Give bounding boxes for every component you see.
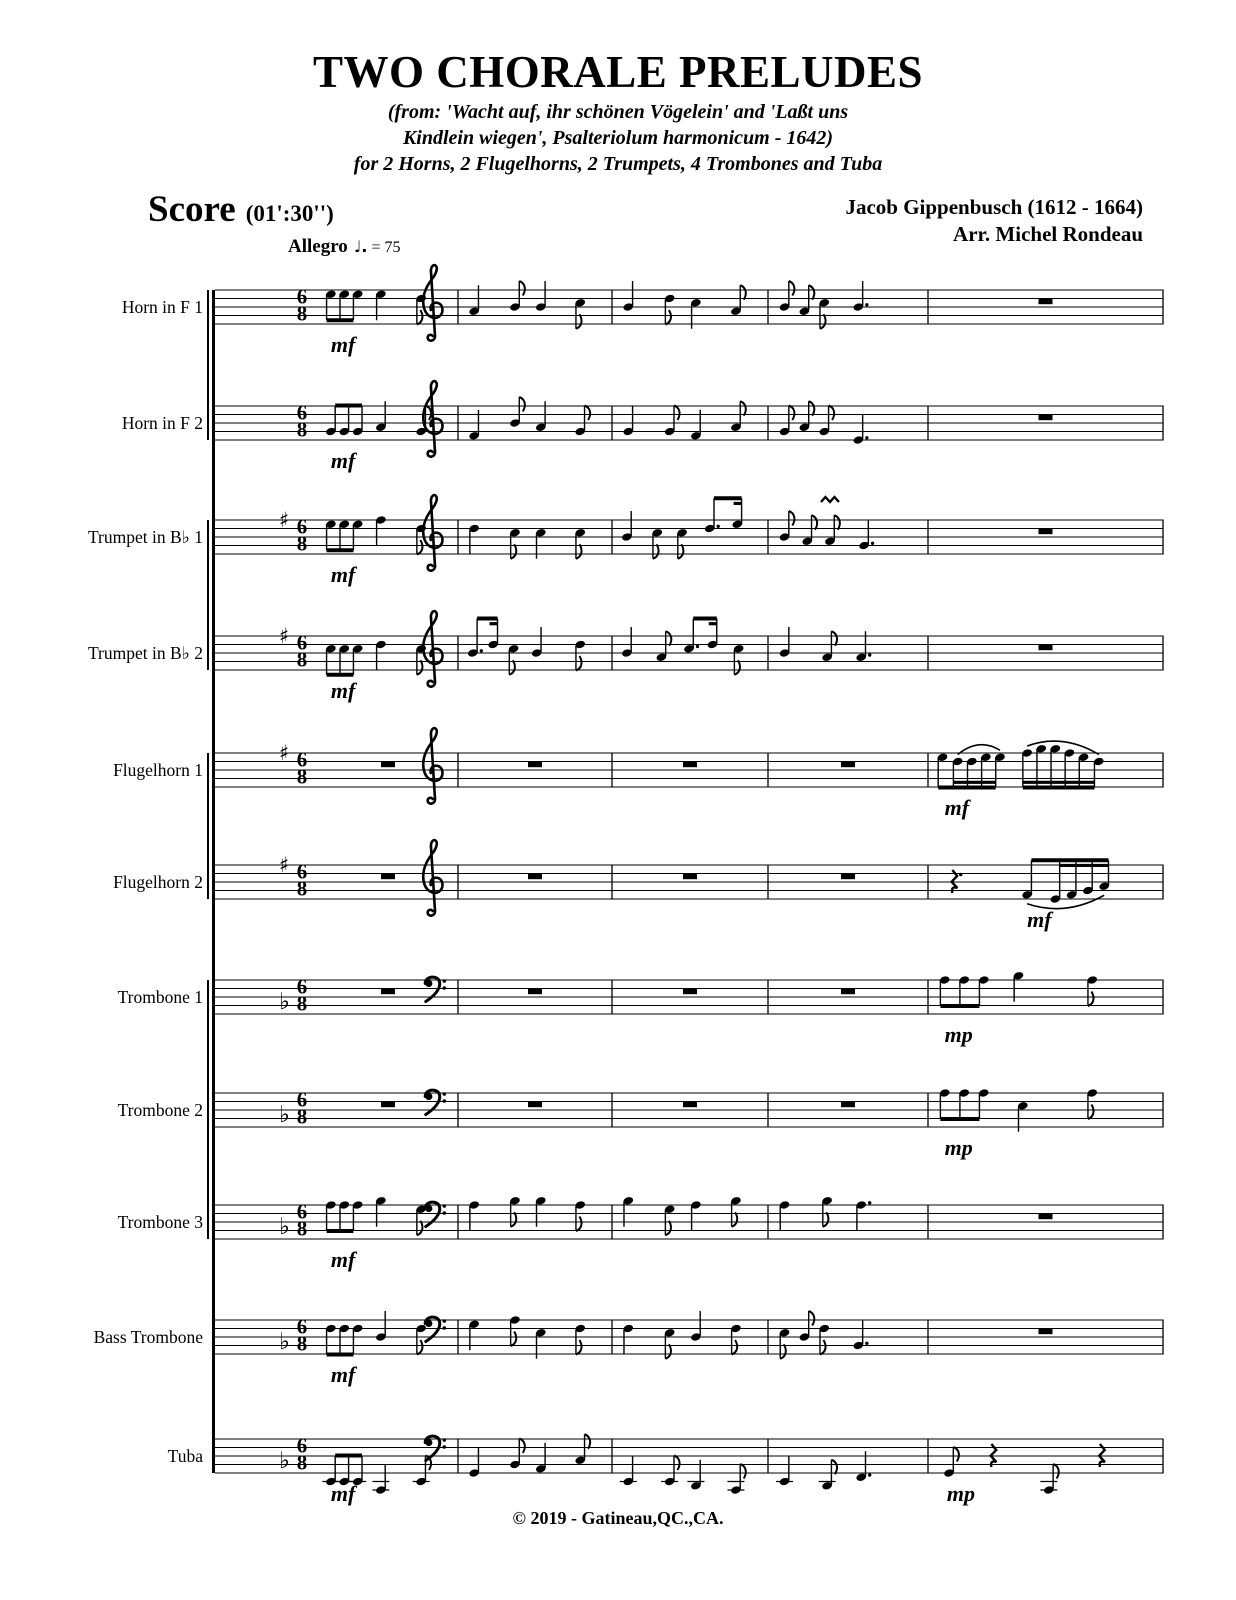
dynamic-marking: mp (944, 1135, 973, 1160)
whole-measure-rest (528, 989, 542, 994)
bass-clef-icon (425, 1202, 446, 1226)
dotted-quarter-note-icon: ♩. (353, 237, 368, 256)
treble-clef-icon (423, 495, 442, 571)
time-signature: 6 (296, 630, 308, 655)
dynamic-marking: mf (330, 332, 356, 357)
time-signature: 6 (296, 747, 308, 772)
whole-measure-rest (528, 762, 542, 767)
subtitle-line-2: Kindlein wiegen', Psalteriolum harmonicum - 1642) (402, 127, 834, 149)
staff-label-tuba: Tuba (167, 1446, 203, 1466)
whole-measure-rest (683, 762, 697, 767)
time-signature: 8 (296, 417, 308, 442)
whole-measure-rest (1039, 1329, 1053, 1334)
dynamic-marking: mf (1027, 907, 1052, 932)
time-signature: 8 (296, 1104, 308, 1129)
time-signature: 8 (296, 764, 308, 789)
staff-label-flugelhorn-2: Flugelhorn 2 (113, 872, 203, 892)
time-signature: 6 (296, 284, 308, 309)
sharp-key-signature-icon: ♯ (279, 741, 290, 765)
dynamic-marking: mf (330, 1247, 356, 1272)
sharp-key-signature-icon: ♯ (279, 853, 290, 877)
time-signature: 6 (296, 1199, 308, 1224)
time-signature: 8 (296, 876, 308, 901)
whole-measure-rest (683, 874, 697, 879)
staff-label-trumpet-bb-1: Trumpet in B♭ 1 (87, 527, 203, 547)
bass-clef-icon (425, 1090, 446, 1114)
bass-clef-icon (425, 1317, 446, 1341)
time-signature: 6 (296, 859, 308, 884)
dynamic-marking: mf (944, 795, 970, 820)
time-signature: 8 (296, 1331, 308, 1356)
time-signature: 8 (296, 1450, 308, 1475)
whole-measure-rest (1039, 645, 1053, 650)
time-signature: 6 (296, 974, 308, 999)
time-signature: 8 (296, 1216, 308, 1241)
staff-label-bass-trombone: Bass Trombone (93, 1327, 203, 1347)
whole-measure-rest (381, 1102, 395, 1107)
bass-clef-icon (425, 977, 446, 1001)
whole-measure-rest (841, 874, 855, 879)
arranger-name: Arr. Michel Rondeau (953, 222, 1143, 246)
whole-measure-rest (1039, 1214, 1053, 1219)
flat-key-signature-icon: ♭ (279, 1214, 290, 1240)
dynamic-marking: mf (330, 1481, 356, 1506)
composer-name: Jacob Gippenbusch (1612 - 1664) (845, 195, 1143, 219)
tempo-word: Allegro (288, 236, 348, 257)
dynamic-marking: mf (330, 1362, 356, 1387)
time-signature: 6 (296, 1314, 308, 1339)
whole-measure-rest (381, 989, 395, 994)
time-signature: 6 (296, 514, 308, 539)
time-signature: 6 (296, 1087, 308, 1112)
flat-key-signature-icon: ♭ (279, 989, 290, 1015)
whole-measure-rest (683, 1102, 697, 1107)
whole-measure-rest (1039, 299, 1053, 304)
whole-measure-rest (1039, 529, 1053, 534)
mordent-icon (821, 497, 839, 502)
flat-key-signature-icon: ♭ (279, 1448, 290, 1474)
time-signature: 8 (296, 301, 308, 326)
flat-key-signature-icon: ♭ (279, 1329, 290, 1355)
whole-measure-rest (528, 874, 542, 879)
staff-label-trombone-3: Trombone 3 (117, 1212, 203, 1232)
time-signature: 8 (296, 991, 308, 1016)
score-heading (148, 188, 334, 231)
whole-measure-rest (841, 1102, 855, 1107)
treble-clef-icon (423, 265, 442, 341)
page-title: TWO CHORALE PRELUDES (312, 47, 924, 97)
whole-measure-rest (381, 762, 395, 767)
copyright-notice: © 2019 - Gatineau,QC.,CA. (512, 1508, 724, 1528)
sharp-key-signature-icon: ♯ (279, 508, 290, 532)
whole-measure-rest (528, 1102, 542, 1107)
treble-clef-icon (423, 611, 442, 687)
sharp-key-signature-icon: ♯ (279, 624, 290, 648)
duration-label: (01':30'') (245, 201, 334, 226)
staff-label-horn-f-2: Horn in F 2 (121, 413, 203, 433)
flat-key-signature-icon: ♭ (279, 1102, 290, 1128)
whole-measure-rest (841, 762, 855, 767)
treble-clef-icon (423, 840, 442, 916)
treble-clef-icon (423, 728, 442, 804)
dynamic-marking: mp (944, 1022, 973, 1047)
score-label: Score (148, 189, 236, 230)
instrumentation-line: for 2 Horns, 2 Flugelhorns, 2 Trumpets, 4 Trombones and Tuba (353, 153, 883, 175)
time-signature: 6 (296, 1433, 308, 1458)
dynamic-marking: mf (330, 678, 356, 703)
dynamic-marking: mf (330, 562, 356, 587)
staff-label-horn-f-1: Horn in F 1 (121, 297, 203, 317)
whole-measure-rest (381, 874, 395, 879)
time-signature: 8 (296, 531, 308, 556)
staff-label-trumpet-bb-2: Trumpet in B♭ 2 (87, 643, 203, 663)
whole-measure-rest (683, 989, 697, 994)
whole-measure-rest (841, 989, 855, 994)
time-signature: 8 (296, 647, 308, 672)
tempo-bpm: = 75 (371, 239, 401, 256)
staff-label-trombone-1: Trombone 1 (117, 987, 203, 1007)
treble-clef-icon (423, 381, 442, 457)
whole-measure-rest (1039, 415, 1053, 420)
dynamic-marking: mp (946, 1481, 975, 1506)
dynamic-marking: mf (330, 448, 356, 473)
time-signature: 6 (296, 400, 308, 425)
staff-label-trombone-2: Trombone 2 (117, 1100, 203, 1120)
staff-label-flugelhorn-1: Flugelhorn 1 (113, 760, 203, 780)
subtitle-line-1: (from: 'Wacht auf, ihr schönen Vögelein' and 'Laßt uns (387, 101, 849, 123)
